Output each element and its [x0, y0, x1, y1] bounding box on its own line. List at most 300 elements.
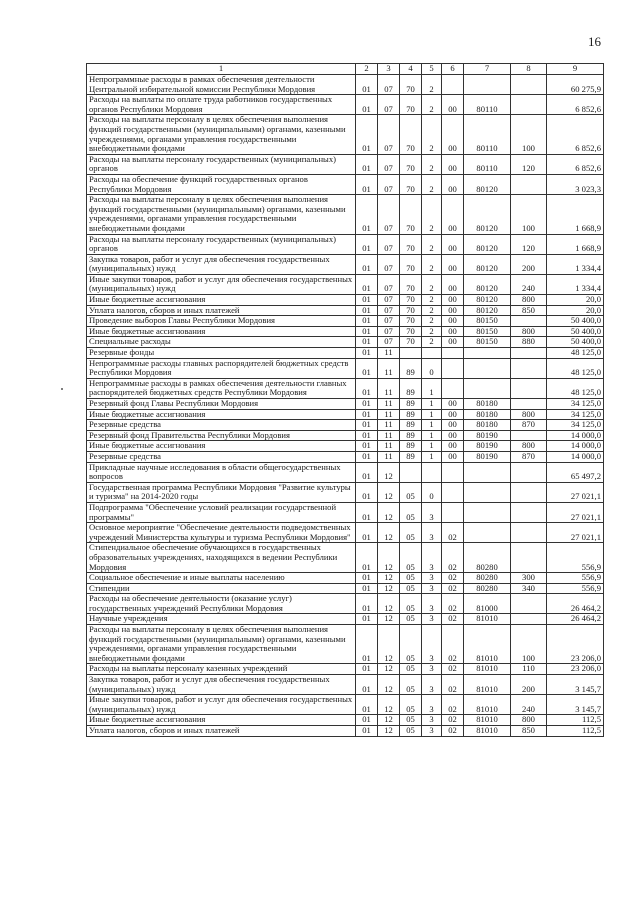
- table-body: [87, 75, 604, 737]
- code-event: 00: [442, 305, 464, 316]
- code-expense-type: 340: [511, 583, 547, 594]
- row-name: Расходы на выплаты персоналу в целях обеспечения выполнения функций государственными (муниципальными) органами, казенными учреждениями, органами управления государственными внебюджетными фондами: [87, 195, 356, 234]
- code-event: 02: [442, 594, 464, 614]
- row-amount: 3 145,7: [547, 695, 604, 715]
- code-direction: [464, 502, 511, 522]
- code-subsection: 07: [378, 95, 400, 115]
- code-expense-type: 870: [511, 451, 547, 462]
- column-header-8: 8: [511, 64, 547, 75]
- code-subprogram: 2: [422, 75, 442, 95]
- code-direction: 80120: [464, 254, 511, 274]
- row-amount: 23 206,0: [547, 664, 604, 675]
- row-amount: 27 021,1: [547, 482, 604, 502]
- code-direction: [464, 482, 511, 502]
- code-program: 89: [400, 378, 422, 398]
- code-event: 00: [442, 174, 464, 194]
- code-program: 05: [400, 594, 422, 614]
- row-amount: 556,9: [547, 573, 604, 584]
- code-subprogram: 2: [422, 254, 442, 274]
- column-header-7: 7: [464, 64, 511, 75]
- code-direction: [464, 462, 511, 482]
- code-program: 89: [400, 451, 422, 462]
- code-section: 01: [356, 348, 378, 359]
- row-name: Непрограммные расходы в рамках обеспечения деятельности главных распорядителей бюджетных средств Республики Мордовия: [87, 378, 356, 398]
- code-subprogram: 3: [422, 664, 442, 675]
- row-amount: 112,5: [547, 726, 604, 737]
- row-name: Расходы на выплаты по оплате труда работников государственных органов Республики Мордовия: [87, 95, 356, 115]
- code-subprogram: [422, 348, 442, 359]
- code-subsection: 07: [378, 195, 400, 234]
- code-event: 00: [442, 115, 464, 154]
- code-program: 05: [400, 715, 422, 726]
- row-amount: 26 464,2: [547, 614, 604, 625]
- code-program: 70: [400, 75, 422, 95]
- code-direction: 80120: [464, 174, 511, 194]
- row-name: Проведение выборов Главы Республики Мордовия: [87, 316, 356, 327]
- code-section: 01: [356, 195, 378, 234]
- code-program: 89: [400, 399, 422, 410]
- code-subsection: 07: [378, 174, 400, 194]
- code-subprogram: 2: [422, 174, 442, 194]
- code-expense-type: [511, 430, 547, 441]
- code-program: 70: [400, 316, 422, 327]
- code-subsection: 12: [378, 482, 400, 502]
- table-row: [87, 409, 604, 420]
- code-direction: [464, 348, 511, 359]
- code-expense-type: 100: [511, 195, 547, 234]
- row-amount: 48 125,0: [547, 378, 604, 398]
- code-section: 01: [356, 420, 378, 431]
- code-subprogram: 2: [422, 305, 442, 316]
- code-expense-type: 870: [511, 420, 547, 431]
- code-event: 00: [442, 399, 464, 410]
- column-header-1: 1: [87, 64, 356, 75]
- code-section: 01: [356, 462, 378, 482]
- row-name: Социальное обеспечение и иные выплаты населению: [87, 573, 356, 584]
- table-row: [87, 174, 604, 194]
- code-subsection: 12: [378, 543, 400, 573]
- code-direction: 80280: [464, 543, 511, 573]
- code-subsection: 07: [378, 154, 400, 174]
- code-section: 01: [356, 274, 378, 294]
- column-header-6: 6: [442, 64, 464, 75]
- code-subprogram: 1: [422, 441, 442, 452]
- code-expense-type: [511, 462, 547, 482]
- code-event: 02: [442, 695, 464, 715]
- row-amount: 1 334,4: [547, 254, 604, 274]
- code-section: 01: [356, 543, 378, 573]
- code-event: [442, 462, 464, 482]
- code-event: [442, 502, 464, 522]
- code-subsection: 12: [378, 462, 400, 482]
- code-subprogram: 0: [422, 482, 442, 502]
- code-expense-type: 200: [511, 254, 547, 274]
- code-subsection: 07: [378, 234, 400, 254]
- code-subprogram: 1: [422, 409, 442, 420]
- code-event: [442, 482, 464, 502]
- table-row: [87, 295, 604, 306]
- row-name: Закупка товаров, работ и услуг для обеспечения государственных (муниципальных) нужд: [87, 254, 356, 274]
- code-subsection: 07: [378, 337, 400, 348]
- code-event: 00: [442, 430, 464, 441]
- code-direction: 80280: [464, 583, 511, 594]
- code-event: [442, 378, 464, 398]
- row-amount: 20,0: [547, 295, 604, 306]
- code-direction: 80110: [464, 154, 511, 174]
- code-program: 89: [400, 430, 422, 441]
- code-expense-type: [511, 75, 547, 95]
- code-section: 01: [356, 234, 378, 254]
- code-section: 01: [356, 583, 378, 594]
- code-subprogram: 2: [422, 115, 442, 154]
- code-expense-type: [511, 543, 547, 573]
- code-expense-type: [511, 358, 547, 378]
- code-section: 01: [356, 675, 378, 695]
- row-amount: 1 668,9: [547, 234, 604, 254]
- code-section: 01: [356, 695, 378, 715]
- row-name: Расходы на обеспечение деятельности (оказание услуг) государственных учреждений Республики Мордовия: [87, 594, 356, 614]
- code-event: [442, 348, 464, 359]
- code-expense-type: 240: [511, 274, 547, 294]
- row-name: Резервные средства: [87, 451, 356, 462]
- table-row: [87, 502, 604, 522]
- table-row: [87, 337, 604, 348]
- code-event: 00: [442, 326, 464, 337]
- row-name: Стипендиальное обеспечение обучающихся в государственных образовательных учреждениях, находящихся в ведении Республики Мордовия: [87, 543, 356, 573]
- row-name: Резервный фонд Главы Республики Мордовия: [87, 399, 356, 410]
- code-program: 05: [400, 523, 422, 543]
- row-amount: 23 206,0: [547, 625, 604, 664]
- code-subsection: 11: [378, 451, 400, 462]
- code-expense-type: 110: [511, 664, 547, 675]
- code-program: 05: [400, 675, 422, 695]
- code-direction: [464, 378, 511, 398]
- code-subprogram: 3: [422, 573, 442, 584]
- code-expense-type: 850: [511, 726, 547, 737]
- row-name: Иные закупки товаров, работ и услуг для обеспечения государственных (муниципальных) нужд: [87, 695, 356, 715]
- table-row: [87, 115, 604, 154]
- code-section: 01: [356, 326, 378, 337]
- row-name: Резервный фонд Правительства Республики Мордовия: [87, 430, 356, 441]
- code-direction: 80190: [464, 430, 511, 441]
- code-subsection: 07: [378, 316, 400, 327]
- code-section: 01: [356, 614, 378, 625]
- code-event: 02: [442, 573, 464, 584]
- table-row: [87, 326, 604, 337]
- code-subsection: 07: [378, 326, 400, 337]
- code-expense-type: 850: [511, 305, 547, 316]
- code-section: 01: [356, 316, 378, 327]
- row-amount: 6 852,6: [547, 95, 604, 115]
- code-expense-type: 800: [511, 326, 547, 337]
- code-subsection: 11: [378, 409, 400, 420]
- code-subprogram: 3: [422, 543, 442, 573]
- code-direction: 81010: [464, 664, 511, 675]
- code-program: 05: [400, 726, 422, 737]
- code-direction: 80120: [464, 195, 511, 234]
- code-program: [400, 348, 422, 359]
- code-subsection: 12: [378, 573, 400, 584]
- row-name: Непрограммные расходы главных распорядителей бюджетных средств Республики Мордовия: [87, 358, 356, 378]
- code-program: 70: [400, 337, 422, 348]
- table-row: [87, 625, 604, 664]
- code-subprogram: 1: [422, 378, 442, 398]
- row-amount: 65 497,2: [547, 462, 604, 482]
- row-name: Научные учреждения: [87, 614, 356, 625]
- code-section: 01: [356, 523, 378, 543]
- table-row: [87, 614, 604, 625]
- row-amount: 34 125,0: [547, 399, 604, 410]
- code-direction: 81000: [464, 594, 511, 614]
- code-subprogram: 2: [422, 195, 442, 234]
- code-direction: 80150: [464, 337, 511, 348]
- code-expense-type: 800: [511, 409, 547, 420]
- code-event: 00: [442, 441, 464, 452]
- code-subsection: 07: [378, 295, 400, 306]
- code-expense-type: [511, 523, 547, 543]
- table-row: [87, 430, 604, 441]
- code-section: 01: [356, 174, 378, 194]
- code-subprogram: 0: [422, 358, 442, 378]
- row-name: Специальные расходы: [87, 337, 356, 348]
- code-program: 70: [400, 274, 422, 294]
- code-expense-type: [511, 316, 547, 327]
- code-subsection: 11: [378, 420, 400, 431]
- table-row: [87, 154, 604, 174]
- code-section: 01: [356, 594, 378, 614]
- code-program: 05: [400, 583, 422, 594]
- row-amount: 50 400,0: [547, 337, 604, 348]
- row-name: Прикладные научные исследования в области общегосударственных вопросов: [87, 462, 356, 482]
- code-direction: 80120: [464, 274, 511, 294]
- row-amount: 6 852,6: [547, 154, 604, 174]
- code-event: 00: [442, 154, 464, 174]
- code-program: 70: [400, 174, 422, 194]
- code-program: 05: [400, 614, 422, 625]
- table-row: [87, 462, 604, 482]
- row-amount: 14 000,0: [547, 441, 604, 452]
- code-subsection: 12: [378, 523, 400, 543]
- code-expense-type: 800: [511, 715, 547, 726]
- row-name: Расходы на выплаты персоналу государственных (муниципальных) органов: [87, 234, 356, 254]
- code-subprogram: 2: [422, 326, 442, 337]
- code-expense-type: [511, 399, 547, 410]
- code-event: 00: [442, 409, 464, 420]
- code-program: 70: [400, 154, 422, 174]
- code-subsection: 12: [378, 583, 400, 594]
- row-amount: 26 464,2: [547, 594, 604, 614]
- table-row: [87, 594, 604, 614]
- code-direction: 80150: [464, 316, 511, 327]
- row-name: Иные бюджетные ассигнования: [87, 295, 356, 306]
- code-subprogram: [422, 462, 442, 482]
- code-section: 01: [356, 75, 378, 95]
- row-name: Закупка товаров, работ и услуг для обеспечения государственных (муниципальных) нужд: [87, 675, 356, 695]
- code-section: 01: [356, 254, 378, 274]
- column-header-2: 2: [356, 64, 378, 75]
- row-name: Резервные средства: [87, 420, 356, 431]
- table-row: [87, 399, 604, 410]
- code-subsection: 11: [378, 441, 400, 452]
- code-event: 00: [442, 95, 464, 115]
- row-name: Иные бюджетные ассигнования: [87, 409, 356, 420]
- row-name: Резервные фонды: [87, 348, 356, 359]
- code-direction: 80280: [464, 573, 511, 584]
- code-section: 01: [356, 430, 378, 441]
- code-event: [442, 358, 464, 378]
- code-program: 05: [400, 543, 422, 573]
- column-header-5: 5: [422, 64, 442, 75]
- code-subsection: 07: [378, 115, 400, 154]
- code-program: 05: [400, 625, 422, 664]
- code-expense-type: 240: [511, 695, 547, 715]
- row-name: Иные бюджетные ассигнования: [87, 441, 356, 452]
- code-event: 02: [442, 523, 464, 543]
- code-event: 02: [442, 625, 464, 664]
- column-header-9: 9: [547, 64, 604, 75]
- code-program: 89: [400, 420, 422, 431]
- code-event: 02: [442, 543, 464, 573]
- code-direction: [464, 75, 511, 95]
- table-row: [87, 543, 604, 573]
- row-name: Расходы на выплаты персоналу в целях обеспечения выполнения функций государственными (муниципальными) органами, казенными учреждениями, органами управления государственными внебюджетными фондами: [87, 115, 356, 154]
- code-subprogram: 3: [422, 695, 442, 715]
- table-row: [87, 95, 604, 115]
- code-event: 00: [442, 295, 464, 306]
- table-row: [87, 254, 604, 274]
- code-direction: 81010: [464, 695, 511, 715]
- code-subprogram: 2: [422, 234, 442, 254]
- row-name: Расходы на выплаты персоналу государственных (муниципальных) органов: [87, 154, 356, 174]
- row-amount: 50 400,0: [547, 316, 604, 327]
- code-event: 00: [442, 420, 464, 431]
- row-amount: 48 125,0: [547, 348, 604, 359]
- code-subprogram: 3: [422, 625, 442, 664]
- code-subprogram: 2: [422, 316, 442, 327]
- code-subsection: 11: [378, 430, 400, 441]
- code-expense-type: 100: [511, 625, 547, 664]
- code-direction: 80180: [464, 409, 511, 420]
- table-row: [87, 274, 604, 294]
- row-amount: 3 145,7: [547, 675, 604, 695]
- row-name: Государственная программа Республики Мордовия "Развитие культуры и туризма" на 2014-2020 годы: [87, 482, 356, 502]
- code-subsection: 07: [378, 254, 400, 274]
- code-expense-type: 120: [511, 234, 547, 254]
- code-direction: [464, 358, 511, 378]
- code-section: 01: [356, 115, 378, 154]
- code-event: 02: [442, 614, 464, 625]
- code-subsection: 07: [378, 274, 400, 294]
- code-direction: 80180: [464, 420, 511, 431]
- code-section: 01: [356, 399, 378, 410]
- code-subprogram: 3: [422, 523, 442, 543]
- code-program: 05: [400, 573, 422, 584]
- code-expense-type: [511, 348, 547, 359]
- code-event: 00: [442, 337, 464, 348]
- row-name: Иные бюджетные ассигнования: [87, 326, 356, 337]
- column-header-4: 4: [400, 64, 422, 75]
- code-subsection: 11: [378, 348, 400, 359]
- code-section: 01: [356, 409, 378, 420]
- row-amount: 3 023,3: [547, 174, 604, 194]
- code-subsection: 12: [378, 715, 400, 726]
- row-name: Расходы на выплаты персоналу казенных учреждений: [87, 664, 356, 675]
- code-event: 00: [442, 316, 464, 327]
- row-name: Расходы на выплаты персоналу в целях обеспечения выполнения функций государственными (муниципальными) органами, казенными учреждениями, органами управления государственными внебюджетными фондами: [87, 625, 356, 664]
- table-row: [87, 234, 604, 254]
- code-direction: 80180: [464, 399, 511, 410]
- scan-speck: [61, 388, 63, 390]
- code-event: 02: [442, 675, 464, 695]
- code-direction: 80110: [464, 95, 511, 115]
- code-subsection: 12: [378, 594, 400, 614]
- code-direction: 80190: [464, 451, 511, 462]
- code-section: 01: [356, 726, 378, 737]
- code-section: 01: [356, 664, 378, 675]
- code-event: 02: [442, 583, 464, 594]
- header-row: [87, 64, 604, 75]
- code-section: 01: [356, 451, 378, 462]
- code-program: 89: [400, 358, 422, 378]
- table-row: [87, 195, 604, 234]
- code-subprogram: 2: [422, 95, 442, 115]
- row-name: Непрограммные расходы в рамках обеспечения деятельности Центральной избирательной комиссии Республики Мордовия: [87, 75, 356, 95]
- code-subsection: 07: [378, 305, 400, 316]
- code-subprogram: 2: [422, 295, 442, 306]
- code-section: 01: [356, 305, 378, 316]
- code-section: 01: [356, 95, 378, 115]
- code-subprogram: 2: [422, 274, 442, 294]
- table-row: [87, 583, 604, 594]
- code-direction: [464, 523, 511, 543]
- code-section: 01: [356, 573, 378, 584]
- code-event: 02: [442, 664, 464, 675]
- code-section: 01: [356, 378, 378, 398]
- row-amount: 34 125,0: [547, 420, 604, 431]
- code-subprogram: 1: [422, 451, 442, 462]
- code-subprogram: 3: [422, 583, 442, 594]
- row-amount: 1 334,4: [547, 274, 604, 294]
- row-name: Иные бюджетные ассигнования: [87, 715, 356, 726]
- code-subsection: 12: [378, 726, 400, 737]
- row-name: Уплата налогов, сборов и иных платежей: [87, 726, 356, 737]
- page-number: 16: [588, 34, 601, 49]
- code-expense-type: 200: [511, 675, 547, 695]
- row-amount: 50 400,0: [547, 326, 604, 337]
- table-row: [87, 675, 604, 695]
- row-name: Стипендии: [87, 583, 356, 594]
- code-expense-type: [511, 174, 547, 194]
- table-row: [87, 358, 604, 378]
- code-subprogram: 1: [422, 430, 442, 441]
- code-event: 00: [442, 195, 464, 234]
- row-name: Уплата налогов, сборов и иных платежей: [87, 305, 356, 316]
- row-amount: 556,9: [547, 543, 604, 573]
- table-row: [87, 664, 604, 675]
- row-amount: 6 852,6: [547, 115, 604, 154]
- table-row: [87, 378, 604, 398]
- column-header-3: 3: [378, 64, 400, 75]
- code-subsection: 11: [378, 399, 400, 410]
- code-subprogram: 3: [422, 675, 442, 695]
- code-direction: 81010: [464, 726, 511, 737]
- code-program: 89: [400, 441, 422, 452]
- code-program: 70: [400, 195, 422, 234]
- code-section: 01: [356, 482, 378, 502]
- code-direction: 81010: [464, 614, 511, 625]
- code-direction: 81010: [464, 625, 511, 664]
- row-amount: 34 125,0: [547, 409, 604, 420]
